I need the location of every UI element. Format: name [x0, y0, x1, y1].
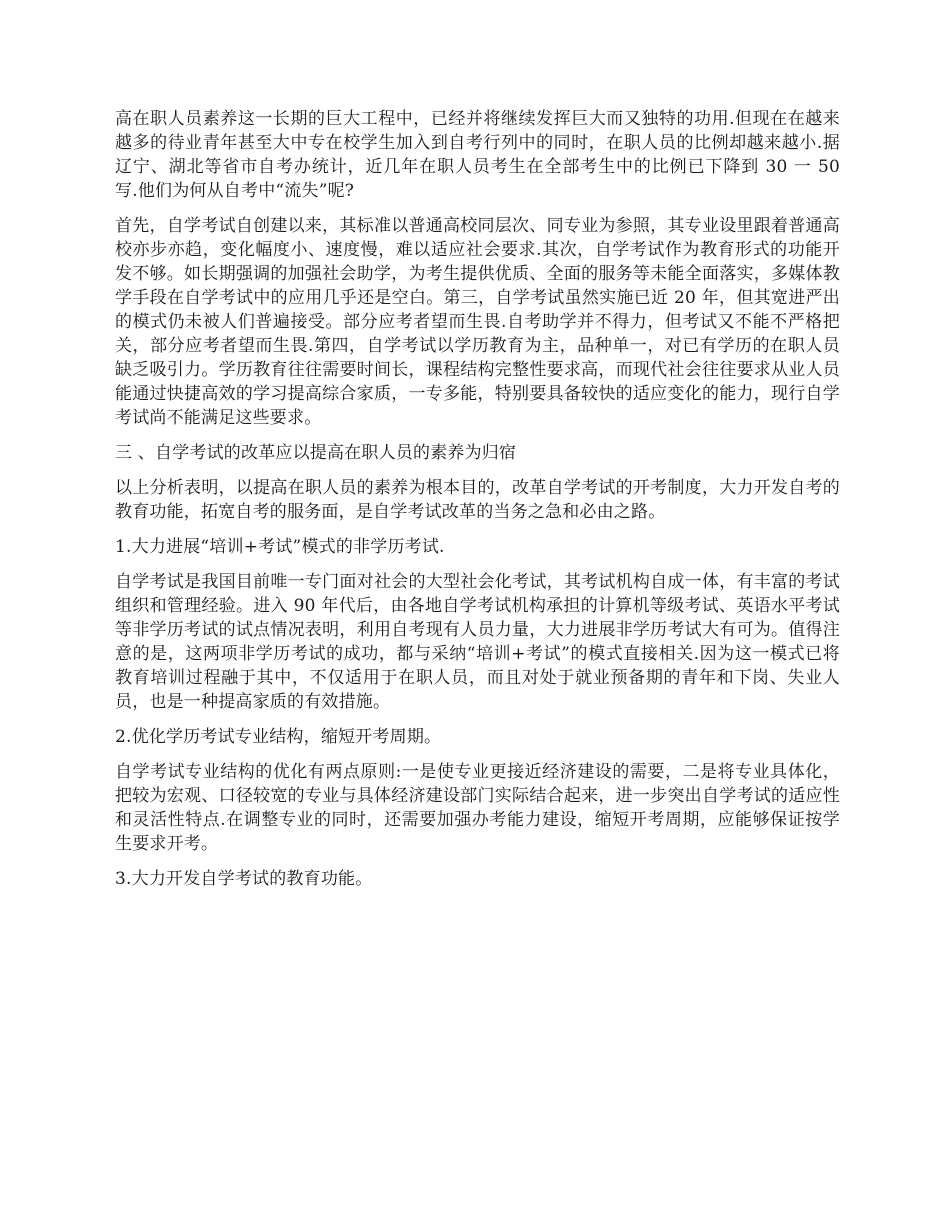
document-body: [115, 107, 840, 902]
subheading-3: 3.大力开发自学考试的教育功能。: [115, 869, 373, 889]
paragraph-non-degree-exam: 自学考试是我国目前唯一专门面对社会的大型社会化考试，其考试机构自成一体，有丰富的考试组织和管理经验。进入 90 年代后，由各地自学考试机构承担的计算机等级考试、英语水平考试等非学历考试的试点情况表明，利用自考现有人员力量，大力进展非学历考试大有可为。值得注意的是，这两项非学历考试的成功，都与采纳“培训+考试”的模式直接相关.因为这一模式已将教育培训过程融于其中，不仅适用于在职人员，而且对处于就业预备期的青年和下岗、失业人员，也是一种提高家质的有效措施。: [115, 572, 840, 712]
paragraph-analysis: 以上分析表明，以提高在职人员的素养为根本目的，改革自学考试的开考制度，大力开发自考的教育功能，拓宽自考的服务面，是自学考试改革的当务之急和必由之路。: [115, 478, 840, 522]
section-heading-3: 三 、自学考试的改革应以提高在职人员的素养为归宿: [115, 443, 517, 463]
subheading-1: 1.大力进展“培训+考试”模式的非学历考试.: [115, 537, 445, 557]
paragraph-structure-optimization: 自学考试专业结构的优化有两点原则:一是使专业更接近经济建设的需要，二是将专业具体化，把较为宏观、口径较宽的专业与具体经济建设部门实际结合起来，进一步突出自学考试的适应性和灵活性特点.在调整专业的同时，还需要加强办考能力建设，缩短开考周期，应能够保证按学生要求开考。: [115, 762, 840, 854]
subheading-2: 2.优化学历考试专业结构，缩短开考周期。: [115, 727, 442, 747]
paragraph-intro: 高在职人员素养这一长期的巨大工程中，已经并将继续发挥巨大而又独特的功用.但现在在越来越多的待业青年甚至大中专在校学生加入到自考行列中的同时，在职人员的比例却越来越小.据辽宁、湖北等省市自考办统计，近几年在职人员考生在全部考生中的比例已下降到 30 一 50 写.他们为何从自考中“流失”呢?: [115, 109, 840, 201]
paragraph-reasons: 首先，自学考试自创建以来，其标准以普通高校同层次、同专业为参照，其专业设里跟着普通高校亦步亦趋，变化幅度小、速度慢，难以适应社会要求.其次，自学考试作为教育形式的功能开发不够。如长期强调的加强社会助学，为考生提供优质、全面的服务等未能全面落实，多媒体教学手段在自学考试中的应用几乎还是空白。第三，自学考试虽然实施已近 20 年，但其宽进严出的模式仍未被人们普遍接受。部分应考者望而生畏.自考助学并不得力，但考试又不能不严格把关，部分应考者望而生畏.第四，自学考试以学历教育为主，品种单一，对已有学历的在职人员缺乏吸引力。学历教育往往需要时间长，课程结构完整性要求高，而现代社会往往要求从业人员能通过快捷高效的学习提高综合家质，一专多能，特别要具备较快的适应变化的能力，现行自学考试尚不能满足这些要求。: [115, 216, 840, 428]
